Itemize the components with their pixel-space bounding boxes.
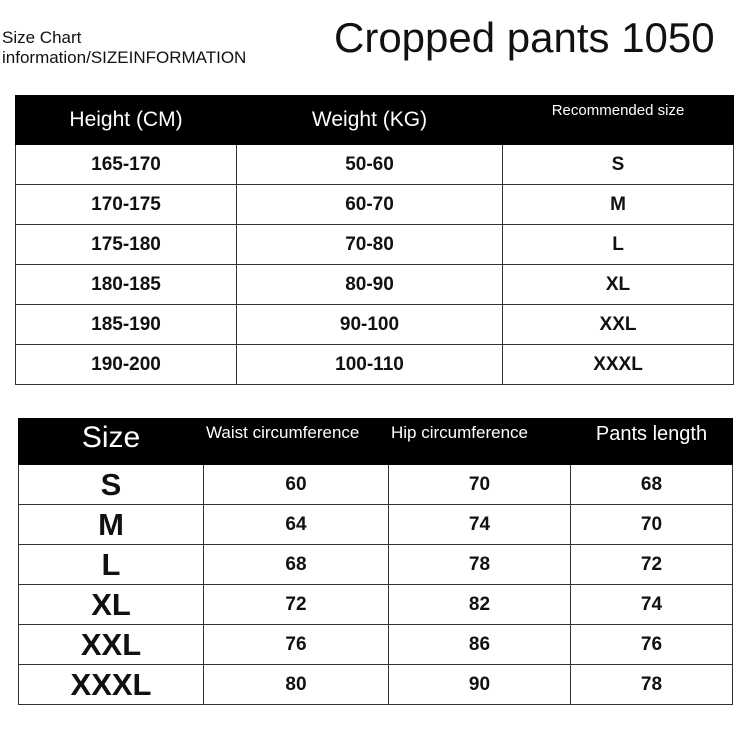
size-cell: M: [19, 505, 204, 545]
table-row: [19, 545, 733, 585]
weight-cell: 70-80: [237, 225, 503, 265]
column-header-weight: Weight (KG): [237, 96, 503, 145]
table-header-row: [16, 96, 734, 145]
height-cell: 170-175: [16, 185, 237, 225]
size-chart-label-line1: Size Chart: [2, 28, 82, 47]
waist-cell: 68: [204, 545, 389, 585]
height-cell: 190-200: [16, 345, 237, 385]
page-title: Cropped pants 1050: [334, 14, 715, 61]
waist-cell: 64: [204, 505, 389, 545]
size-cell: L: [19, 545, 204, 585]
table-row: [16, 225, 734, 265]
pants-length-cell: 72: [571, 545, 733, 585]
height-cell: 180-185: [16, 265, 237, 305]
table-row: [19, 505, 733, 545]
size-cell: XL: [19, 585, 204, 625]
size-measurement-table: [18, 418, 733, 705]
pants-length-cell: 78: [571, 665, 733, 705]
weight-cell: 50-60: [237, 145, 503, 185]
hip-cell: 90: [389, 665, 571, 705]
column-header-hip: Hip circumference: [389, 419, 571, 465]
height-cell: 175-180: [16, 225, 237, 265]
size-cell: XXXL: [19, 665, 204, 705]
hip-cell: 86: [389, 625, 571, 665]
recommended-size-cell: M: [503, 185, 734, 225]
weight-cell: 100-110: [237, 345, 503, 385]
recommended-size-cell: XXXL: [503, 345, 734, 385]
table-row: [16, 145, 734, 185]
size-recommendation-table: [15, 95, 734, 385]
recommended-size-cell: XXL: [503, 305, 734, 345]
height-cell: 185-190: [16, 305, 237, 345]
table-row: [16, 305, 734, 345]
column-header-size: Size: [19, 419, 204, 465]
column-header-pants-length: Pants length: [571, 419, 733, 465]
pants-length-cell: 76: [571, 625, 733, 665]
pants-length-cell: 68: [571, 465, 733, 505]
waist-cell: 72: [204, 585, 389, 625]
table-row: [19, 465, 733, 505]
hip-cell: 78: [389, 545, 571, 585]
pants-length-cell: 70: [571, 505, 733, 545]
hip-cell: 74: [389, 505, 571, 545]
pants-length-cell: 74: [571, 585, 733, 625]
table-row: [19, 585, 733, 625]
size-chart-label: [2, 28, 246, 68]
column-header-waist: Waist circumference: [204, 419, 389, 465]
table-row: [19, 665, 733, 705]
recommended-size-cell: XL: [503, 265, 734, 305]
table-header-row: [19, 419, 733, 465]
weight-cell: 60-70: [237, 185, 503, 225]
size-cell: S: [19, 465, 204, 505]
table-row: [16, 185, 734, 225]
waist-cell: 60: [204, 465, 389, 505]
hip-cell: 70: [389, 465, 571, 505]
recommended-size-cell: L: [503, 225, 734, 265]
column-header-recommended-size: Recommended size: [503, 96, 734, 145]
waist-cell: 76: [204, 625, 389, 665]
table-row: [16, 345, 734, 385]
hip-cell: 82: [389, 585, 571, 625]
table-row: [16, 265, 734, 305]
weight-cell: 90-100: [237, 305, 503, 345]
weight-cell: 80-90: [237, 265, 503, 305]
column-header-height: Height (CM): [16, 96, 237, 145]
size-chart-label-line2: information/SIZEINFORMATION: [2, 48, 247, 67]
table-row: [19, 625, 733, 665]
waist-cell: 80: [204, 665, 389, 705]
recommended-size-cell: S: [503, 145, 734, 185]
height-cell: 165-170: [16, 145, 237, 185]
size-cell: XXL: [19, 625, 204, 665]
